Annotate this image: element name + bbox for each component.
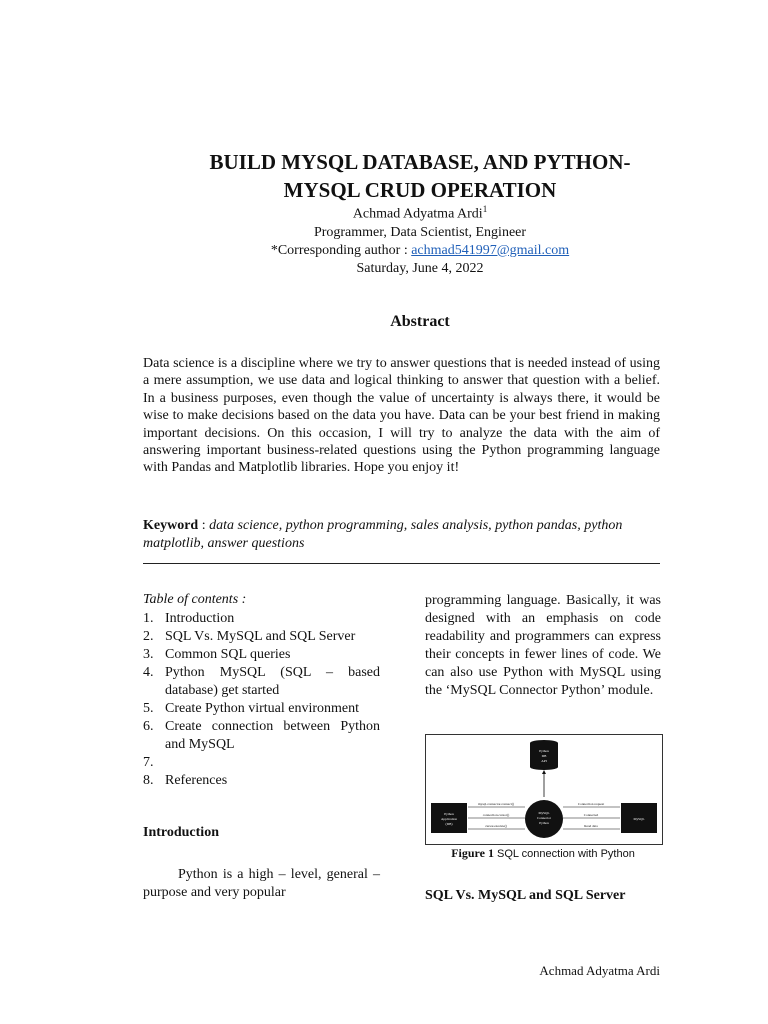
paper-title bbox=[140, 148, 700, 204]
toc-item[interactable] bbox=[143, 772, 380, 790]
caption-text: SQL connection with Python bbox=[493, 848, 635, 860]
toc-item[interactable] bbox=[143, 754, 380, 772]
toc-text: Create connection between Python and MySQL bbox=[165, 719, 380, 752]
author-block bbox=[140, 200, 700, 278]
toc-number: 7. bbox=[143, 755, 154, 770]
toc-item[interactable] bbox=[143, 628, 380, 646]
mysql-connector-node bbox=[525, 800, 563, 838]
paper-date: Saturday, June 4, 2022 bbox=[356, 260, 484, 276]
keywords-text: data science, python programming, sales analysis, python pandas, python matplotlib, answer questions bbox=[143, 518, 623, 551]
toc-number: 5. bbox=[143, 701, 154, 716]
toc-text: SQL Vs. MySQL and SQL Server bbox=[165, 629, 356, 644]
app-label-1: Python bbox=[444, 812, 454, 816]
toc-heading: Table of contents : bbox=[143, 592, 247, 607]
api-label-2: DB bbox=[541, 754, 547, 758]
footer-author: Achmad Adyatma Ardi bbox=[539, 963, 660, 978]
author-line bbox=[140, 200, 700, 224]
keywords-label: Keyword bbox=[143, 518, 199, 533]
section2-heading: SQL Vs. MySQL and SQL Server bbox=[425, 888, 626, 903]
python-application-node bbox=[431, 803, 467, 833]
keywords-separator: : bbox=[198, 518, 210, 533]
arrow-read-label: Read data bbox=[584, 824, 598, 828]
figure-diagram bbox=[426, 735, 662, 844]
api-label-3: API bbox=[541, 759, 547, 763]
toc-number: 6. bbox=[143, 719, 154, 734]
right-column-text: programming language. Basically, it was designed with an emphasis on code readability and programmers can express their concepts in fewer lines of code. We can also use Python with MySQL using the ‘MySQL Connector Python’ module. bbox=[425, 593, 661, 698]
api-label-1: Python bbox=[539, 749, 549, 753]
title-line-2: MYSQL CRUD OPERATION bbox=[283, 178, 557, 202]
keywords bbox=[143, 517, 660, 553]
affiliation: Programmer, Data Scientist, Engineer bbox=[313, 224, 527, 240]
arrow-connect-label: mysql.connector.connect() bbox=[478, 802, 514, 806]
arrow-connected-label: Connected bbox=[583, 813, 599, 817]
toc-item[interactable] bbox=[143, 664, 380, 700]
toc-number: 8. bbox=[143, 773, 154, 788]
toc-text: Create Python virtual environment bbox=[165, 701, 360, 716]
figure-caption bbox=[425, 846, 661, 861]
app-label-2: Application bbox=[440, 817, 458, 821]
toc-number: 3. bbox=[143, 647, 154, 662]
toc-text bbox=[165, 754, 380, 772]
python-db-api-node bbox=[530, 740, 558, 770]
figure-sql-connection bbox=[425, 734, 663, 845]
title-line-1: BUILD MYSQL DATABASE, AND PYTHON- bbox=[209, 150, 631, 174]
connector-label-3: Python bbox=[539, 821, 549, 825]
app-label-3: (DB) bbox=[445, 822, 453, 826]
corresponding-label: *Corresponding author : bbox=[270, 242, 412, 258]
api-arrowhead bbox=[542, 770, 546, 774]
toc-item[interactable] bbox=[143, 646, 380, 664]
table-of-contents bbox=[143, 610, 380, 790]
abstract-heading: Abstract bbox=[390, 313, 450, 330]
author-superscript: 1 bbox=[482, 204, 488, 214]
toc-text: Common SQL queries bbox=[165, 647, 291, 662]
toc-number: 2. bbox=[143, 629, 154, 644]
section-divider bbox=[143, 563, 660, 564]
introduction-text: Python is a high – level, general – purpose and very popular bbox=[143, 867, 380, 900]
toc-item[interactable] bbox=[143, 718, 380, 754]
arrow-execute-label: cursor.execute() bbox=[485, 824, 507, 828]
arrow-request-label: Connection request bbox=[577, 802, 605, 806]
toc-item[interactable] bbox=[143, 610, 380, 628]
toc-item[interactable] bbox=[143, 700, 380, 718]
connector-label-2: Connector bbox=[536, 816, 552, 820]
caption-label: Figure 1 bbox=[451, 846, 494, 860]
abstract-text: Data science is a discipline where we try to answer questions that is needed instead of using a mere assumption, we use data and logical thinking to answer that question with a belief. In a business purposes, even though the value of uncertainty is always there, it would be wise to make decisions based on the data you have. Data can be your best friend in making important decisions. On this occasion, I will try to analyze the data with the aim of answering important business-related questions using the Python programming language with Pandas and Matplotlib libraries. Hope you enjoy it! bbox=[143, 356, 660, 476]
introduction-heading: Introduction bbox=[143, 825, 219, 840]
toc-number: 4. bbox=[143, 665, 154, 680]
author-name: Achmad Adyatma Ardi bbox=[352, 206, 483, 222]
arrow-cursor-label: connection.cursor() bbox=[482, 813, 510, 817]
toc-number: 1. bbox=[143, 611, 154, 626]
toc-text: References bbox=[165, 773, 228, 788]
email-link[interactable]: achmad541997@gmail.com bbox=[411, 242, 570, 258]
toc-text: Python MySQL (SQL – based database) get started bbox=[165, 665, 380, 698]
mysql-node bbox=[621, 803, 657, 833]
toc-text: Introduction bbox=[165, 611, 235, 626]
connector-label-1: MySQL bbox=[538, 811, 550, 815]
mysql-label: MySQL bbox=[633, 817, 645, 821]
corresponding-line bbox=[140, 242, 700, 260]
